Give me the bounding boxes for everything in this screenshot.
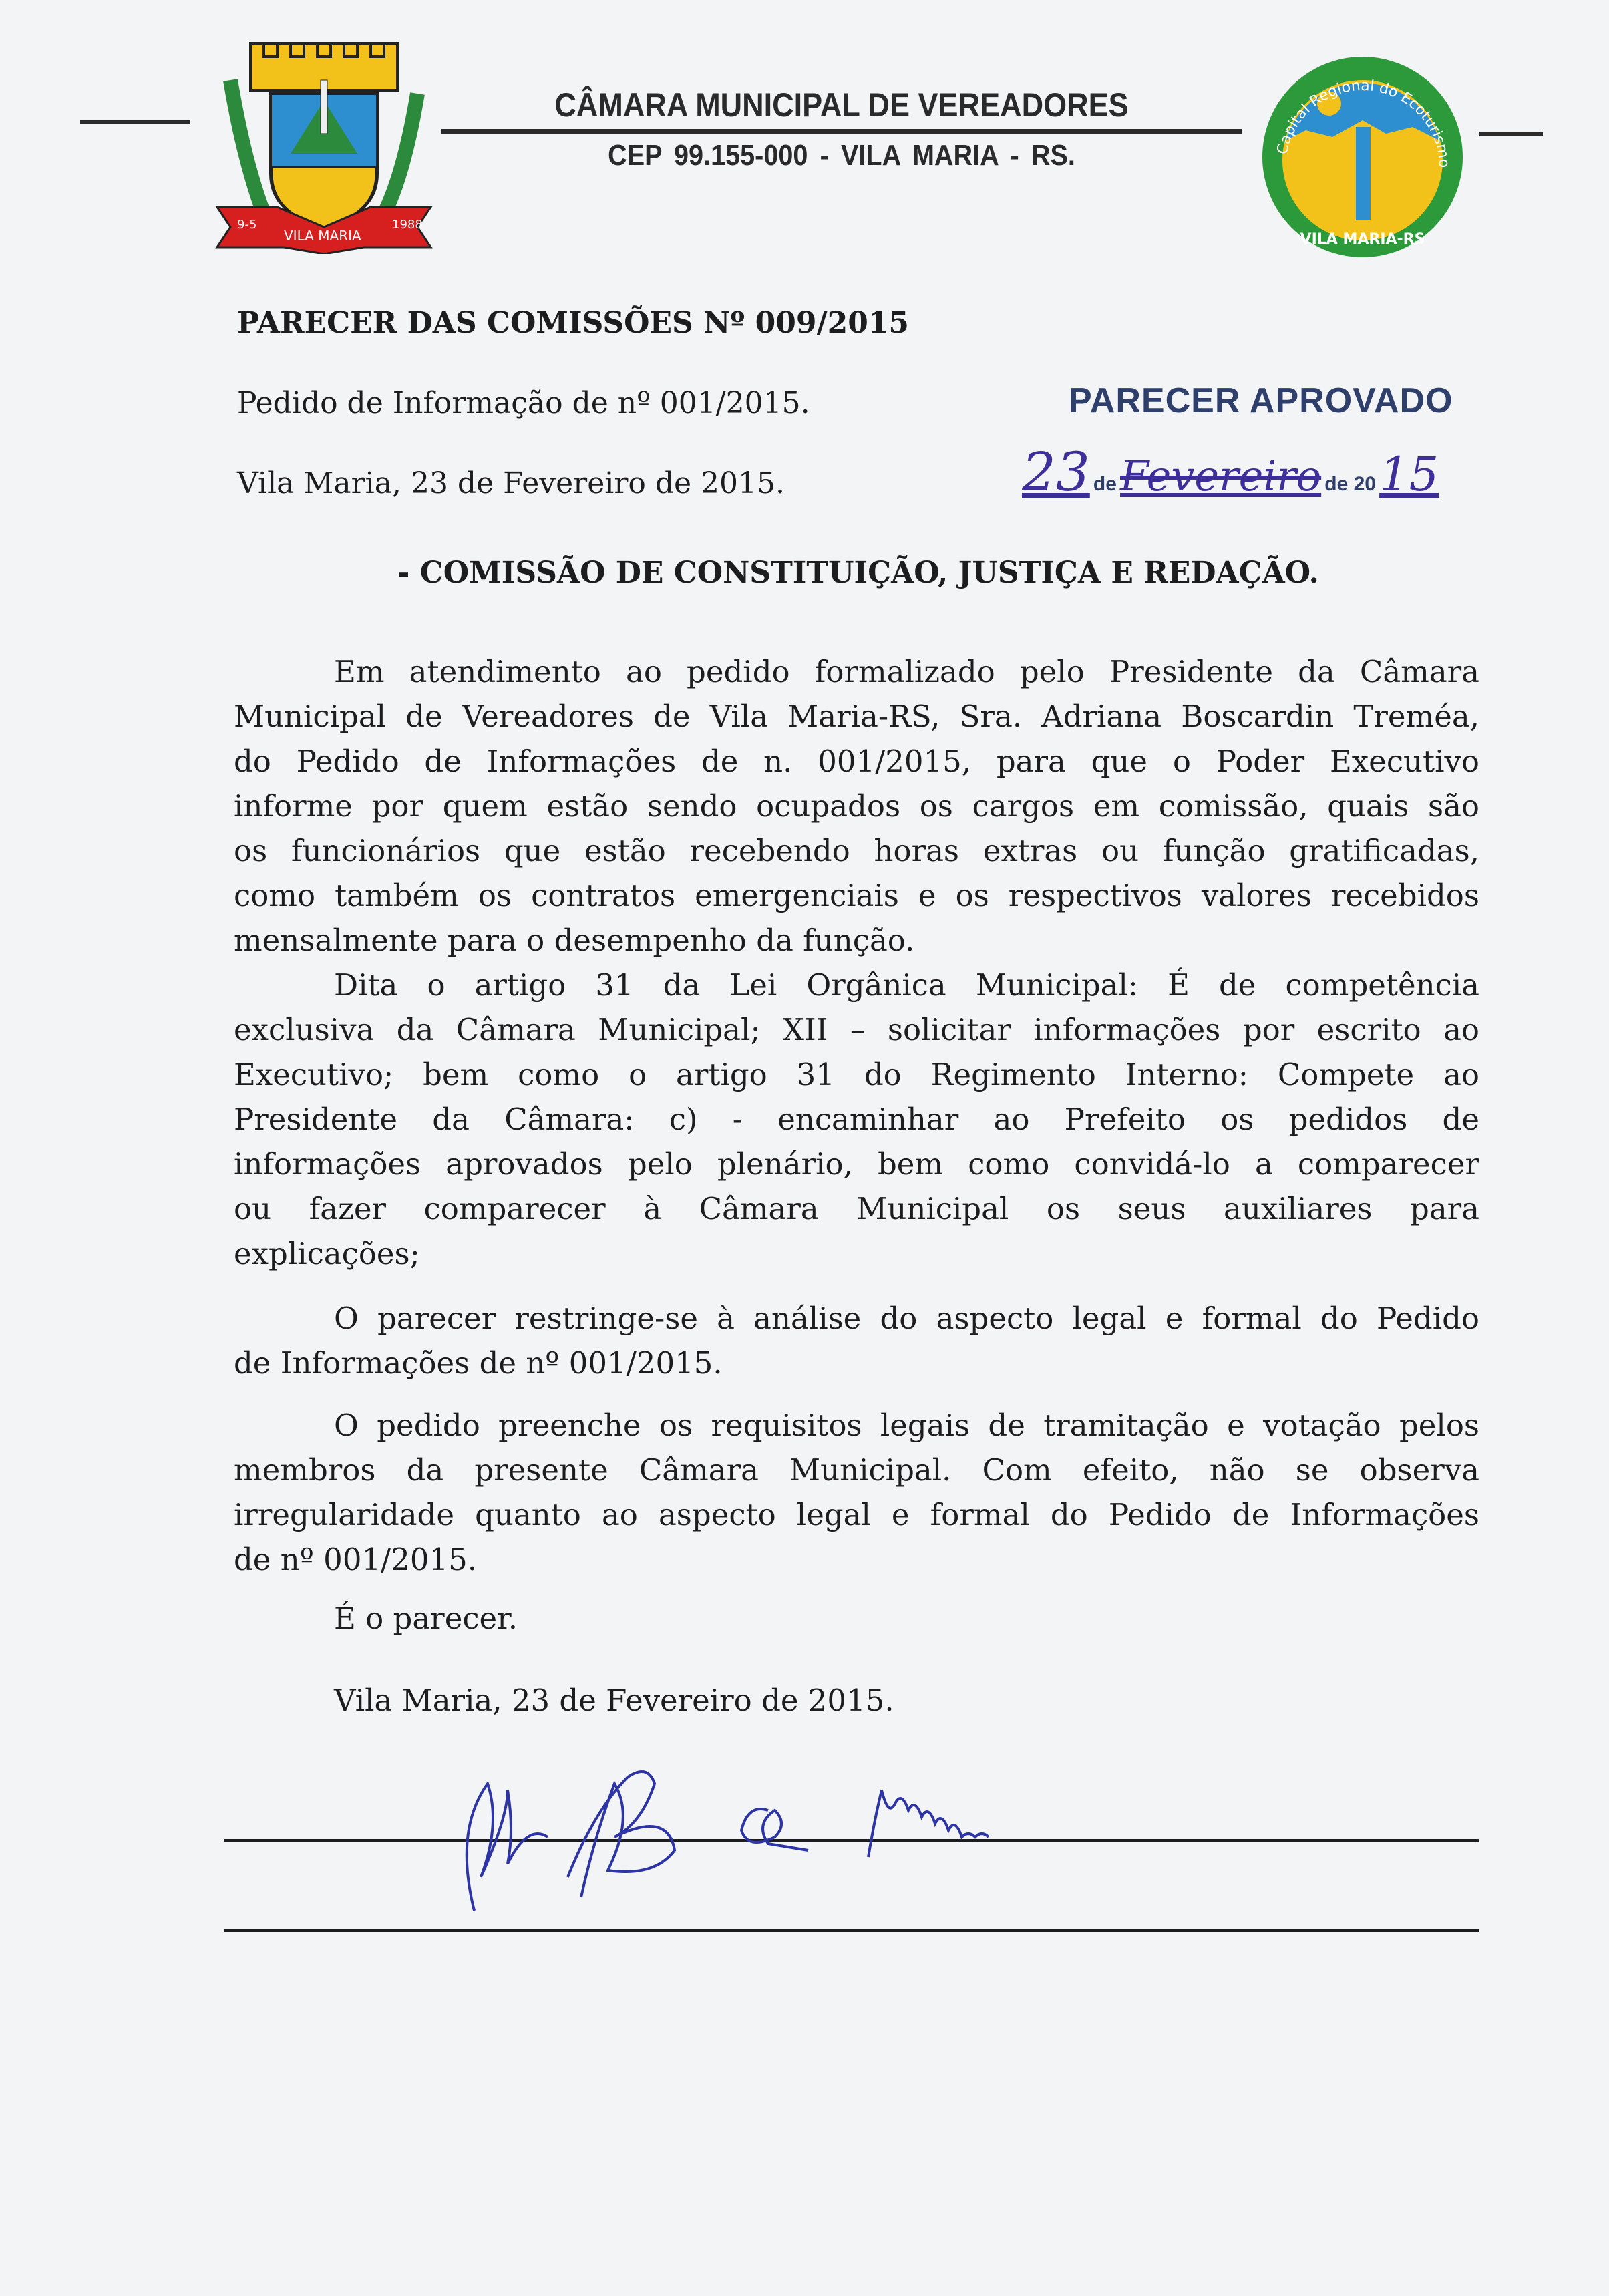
handwritten-day: 23	[1022, 441, 1090, 503]
text-line: Municipal de Vereadores de Vila Maria-RS, Sra. Adriana Boscardin Treméa,	[234, 699, 1479, 734]
header-rule	[441, 129, 1242, 134]
text-line: de Informações de nº 001/2015.	[234, 1345, 723, 1381]
text-line: Presidente da Câmara: c) - encaminhar ao Prefeito os pedidos de	[234, 1102, 1479, 1137]
handwritten-year: 15	[1379, 447, 1439, 502]
text-line: ou fazer comparecer à Câmara Municipal os seus auxiliares para	[234, 1191, 1479, 1226]
reference-line: Pedido de Informação de nº 001/2015.	[237, 386, 810, 420]
stamp-de: de	[1093, 473, 1117, 495]
text-line: O pedido preenche os requisitos legais de tramitação e votação pelos	[334, 1408, 1479, 1443]
header-right-rule	[1479, 132, 1543, 136]
text-line: irregularidade quanto ao aspecto legal e formal do Pedido de Informações	[234, 1497, 1479, 1532]
signature-1	[467, 1784, 548, 1911]
text-line: O parecer restringe-se à análise do aspecto legal e formal do Pedido	[334, 1301, 1479, 1336]
logo-bottom-text: VILA MARIA-RS	[1300, 231, 1425, 248]
logo-date-left: 9-5	[237, 218, 257, 232]
paragraph-request	[234, 649, 1479, 1276]
text-line: mensalmente para o desempenho da função.	[234, 923, 915, 958]
document-title: PARECER DAS COMISSÕES Nº 009/2015	[237, 306, 910, 340]
ecotourism-logo	[1259, 53, 1466, 261]
text-line: Em atendimento ao pedido formalizado pelo Presidente da Câmara	[334, 654, 1479, 689]
logo-banner-text: VILA MARIA	[284, 228, 361, 244]
stamp-de-year-prefix: de 20	[1324, 473, 1376, 495]
text-line: do Pedido de Informações de n. 001/2015, para que o Poder Executivo	[234, 744, 1479, 779]
text-line: informações aprovados pelo plenário, bem como convidá-lo a comparecer	[234, 1146, 1479, 1182]
text-line: os funcionários que estão recebendo horas extras ou função gratificadas,	[234, 833, 1479, 868]
signature-4	[868, 1790, 989, 1857]
signature-3	[741, 1809, 808, 1850]
text-line: Executivo; bem como o artigo 31 do Regimento Interno: Compete ao	[234, 1057, 1479, 1092]
text-line: como também os contratos emergenciais e os respectivos valores recebidos	[234, 878, 1479, 913]
text-line: exclusiva da Câmara Municipal; XII – solicitar informações por escrito ao	[234, 1012, 1479, 1047]
text-line: informe por quem estão sendo ocupados os cargos em comissão, quais são	[234, 788, 1479, 824]
logo-ring-text: Capital Regional do Ecoturismo	[1274, 77, 1453, 168]
text-line: membros da presente Câmara Municipal. Com efeito, não se observa	[234, 1452, 1479, 1488]
handwritten-month: Fevereiro	[1120, 452, 1322, 500]
institution-name: CÂMARA MUNICIPAL DE VEREADORES	[554, 86, 1129, 124]
text-line: Dita o artigo 31 da Lei Orgânica Municipal: É de competência	[334, 967, 1479, 1003]
signature-2	[568, 1772, 675, 1897]
closing-text: É o parecer.	[334, 1601, 518, 1636]
text-line: de nº 001/2015.	[234, 1542, 478, 1577]
municipal-coat-of-arms-logo	[210, 40, 437, 254]
signature-line-2	[224, 1929, 1479, 1932]
committee-heading: - COMISSÃO DE CONSTITUIÇÃO, JUSTIÇA E REDAÇÃO.	[397, 556, 1319, 590]
place-date-line: Vila Maria, 23 de Fevereiro de 2015.	[237, 466, 785, 500]
logo-date-right: 1988	[392, 218, 423, 232]
header-left-rule	[80, 120, 190, 124]
closing-date-text: Vila Maria, 23 de Fevereiro de 2015.	[334, 1683, 894, 1718]
paragraph-conclusion	[234, 1403, 1479, 1582]
approval-date-stamp	[1022, 441, 1509, 508]
paragraph-scope	[234, 1296, 1479, 1385]
text-line: explicações;	[234, 1236, 420, 1271]
closing	[234, 1596, 1479, 1641]
approved-stamp: PARECER APROVADO	[1069, 381, 1453, 420]
handwritten-signatures	[434, 1710, 1069, 1924]
institution-address: CEP 99.155-000 - VILA MARIA - RS.	[608, 139, 1075, 172]
